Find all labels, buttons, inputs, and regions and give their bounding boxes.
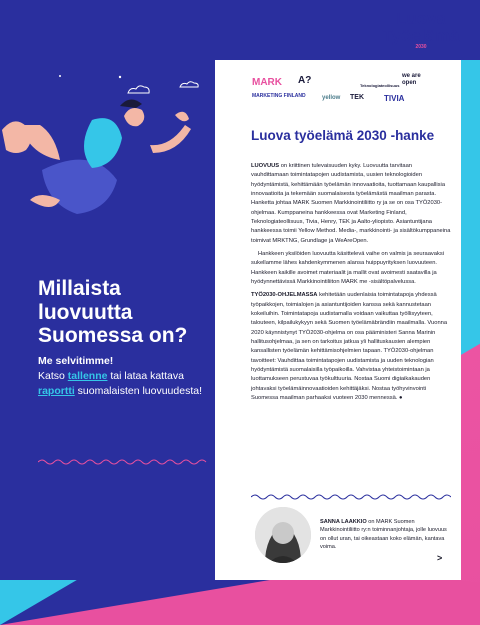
lead-mid: tai lataa kattava: [107, 370, 184, 383]
yellow-logo: yellow: [322, 95, 341, 101]
lead-pre: Katso: [38, 370, 68, 383]
panel-body: [251, 162, 451, 407]
avatar: [255, 507, 311, 563]
wavy-divider-left: [38, 458, 208, 466]
star-icon: [59, 75, 121, 78]
brand-line1: Luova: [395, 9, 447, 28]
report-link[interactable]: raportti: [38, 385, 75, 398]
paragraph-3-text: kehitetään uudenlaisia toimintatapoja yhdessä työpaikkojen, toimialojen ja asiantuntijoiden kanssa sekä kannustetaan kokeiluihin. Toimintatapoja uudistamalla voidaan vaikuttaa työllisyyteen, talouteen, kilpailukykyyn sekä Suomen työelämäbrändiin maailmalla. Vuonna 2020 käynnistynyt TYÖ2030-ohjelma on osa pääministeri Sanna Marinin hallitusohjelmaa, ja sen on tarkoitus jatkua yli hallituskausien alempien kansallisten työelämän kehittämisohjelmien tapaan. TYÖ2030-ohjelman tavoitteet: Vauhdittaa toimintatapojen uudistamista ja uuden teknologian hyödyntämistä suomalaisilla työpaikoilla. Vahvistaa yhteistoimintaan ja luottamukseen perustuvaa työkulttuuria. Nostaa Suomi digiaikakauden johtavaksi työelämäinnovaatioiden kehittäjäksi. Nostaa työhyvinvointi Suomessa maailman parhaaksi vuoteen 2030 mennessä. ●: [251, 292, 448, 401]
paragraph-3-bold: TYÖ2030-OHJELMASSA: [251, 292, 318, 299]
marketing-finland-logo: MARKETING FINLAND: [252, 93, 306, 99]
paragraph-1: [251, 162, 451, 246]
panel-title: Luova työelämä 2030 -hanke: [251, 128, 435, 143]
lead-text: [38, 354, 213, 400]
tivia-logo: TIVIA: [384, 94, 405, 103]
a-question-logo: A?: [298, 75, 312, 86]
author-name: SANNA LAAKKIO: [320, 519, 367, 525]
paragraph-2: Hankkeen yksilöiden luovuutta käsittelevä vaihe on valmis ja seuraavaksi sukellamme lähes kahdenkymmenen alansa huippuyrityksen luovuuteen. Hankkeen kaikille avoimet materiaalit ja mallit ovat avoimesti saatavilla ja hyödynnettävissä Markkinointiliiton MARK me -sisältöpalvelussa.: [251, 251, 445, 285]
paragraph-3: [251, 291, 451, 403]
paragraph-1-text: on kriittinen tulevaisuuden kyky. Luovuutta tarvitaan vauhdittamaan toimintatapojen uudistamista, uusien teknologioiden hyödyntämistä, kehittämään työelämän innovaatioita, tuottamaan kaupallisia innovaatioita ja tekemään suomalaisesta työelämästä maailman parasta. Hanketta johtaa MARK Suomen Markkinointiliitto ry ja se on osa TYÖ2030-ohjelmaa. Kumppaneina hankkeessa ovat Marketing Finland, Teknologiateollisuus, Tivia, Henry, TEK ja Aalto-yliopisto. Asiantuntijana hankkeessa toimii Yellow Method. Media-, markkinointi- ja sisältökumppaneina toimivat MRKTNG, Grundlage ja WeAreOpen.: [251, 163, 451, 244]
partner-logos: [250, 73, 450, 113]
brand-year: 2030: [415, 44, 427, 50]
lead-bold: Me selvitimme!: [38, 355, 114, 367]
tek-logo: TEK: [350, 94, 364, 101]
paragraph-1-bold: LUOVUUS: [251, 163, 280, 169]
wavy-divider-right: [251, 493, 451, 501]
mark-logo: MARK: [252, 77, 282, 88]
author-description: on MARK Suomen Markkinointiliitto ry:n toiminnanjohtaja, jolle luovuus on ollut uran, tai oikeastaan koko elämän, kantava voima.: [320, 519, 447, 551]
floating-person-illustration: [0, 60, 215, 240]
brand-line2: Työelämä: [382, 26, 460, 45]
recording-link[interactable]: tallenne: [67, 370, 108, 383]
brand-logo: [376, 10, 466, 50]
author-quote: [320, 518, 448, 552]
next-arrow-icon[interactable]: >: [437, 553, 443, 563]
we-are-open-logo: we are open: [402, 73, 421, 86]
teknologiateollisuus-logo: Teknologiateollisuus: [360, 83, 400, 88]
lead-post: suomalaisten luovuudesta!: [74, 385, 202, 398]
page-headline: Millaista luovuutta Suomessa on?: [38, 277, 188, 348]
portrait-icon: [255, 507, 311, 563]
cloud-icon: [128, 82, 198, 93]
